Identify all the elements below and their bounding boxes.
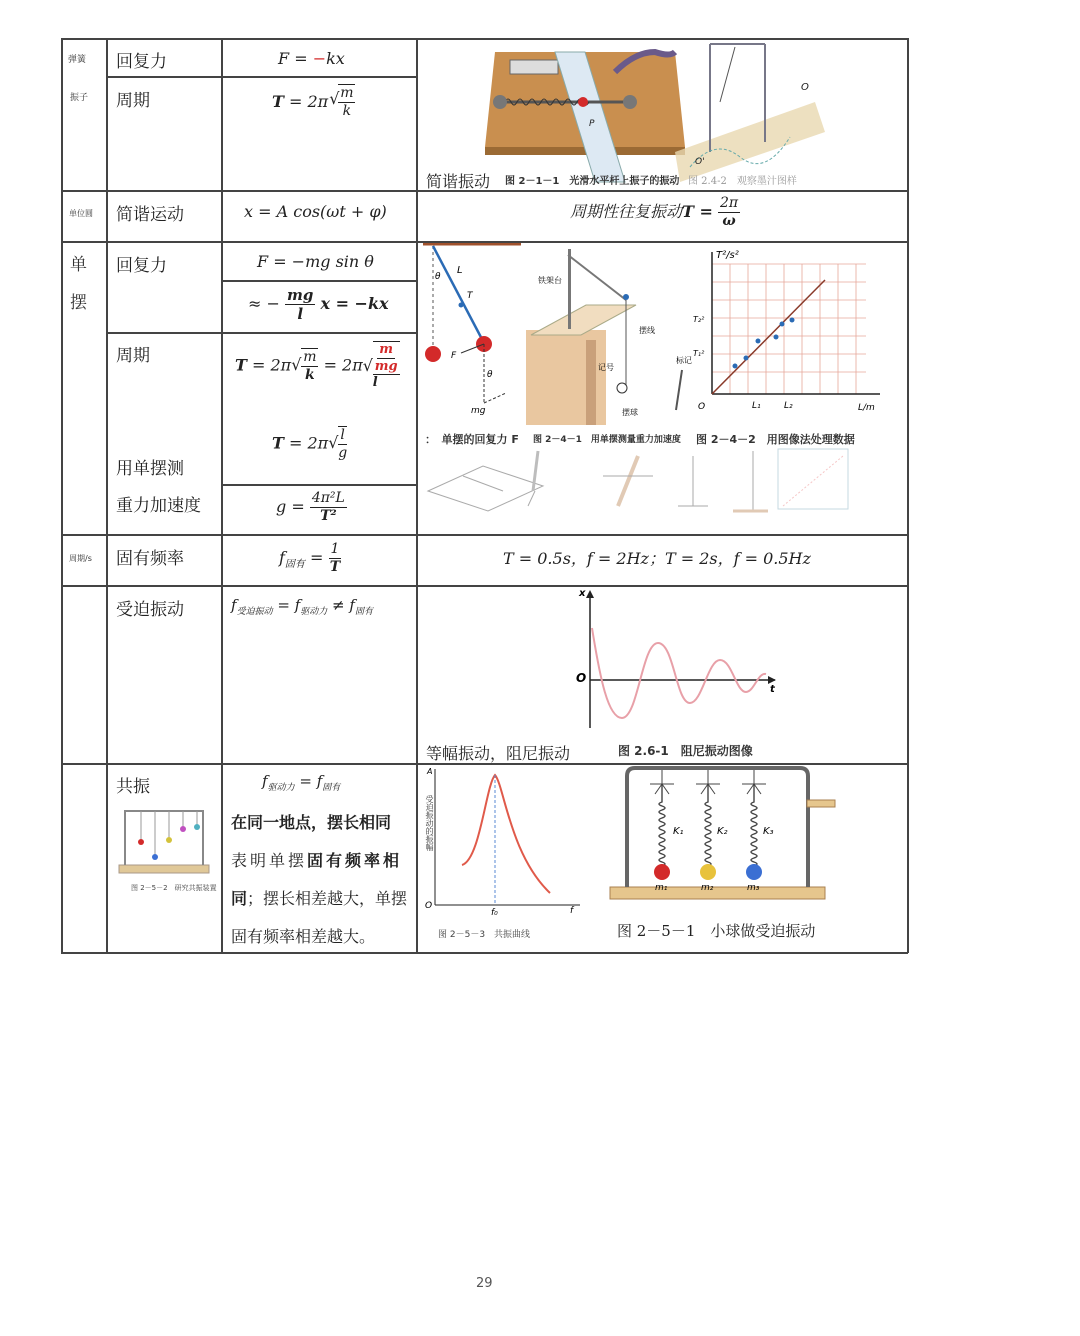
svg-text:m₁: m₁ <box>655 883 668 893</box>
svg-text:T: T <box>467 291 473 301</box>
natural-example: T = 0.5s，f = 2Hz；T = 2s，f = 0.5Hz <box>503 549 811 568</box>
resonance-text-line4: 固有频率相差越大。 <box>231 927 376 946</box>
pendulum-force-figure <box>421 243 526 418</box>
pendulum-fig241-caption: 图 2－4－1 用单摆测量重力加速度 <box>533 435 681 445</box>
spring-category-line1: 弹簧 <box>68 55 87 65</box>
svg-text:K₂: K₂ <box>717 826 728 837</box>
resonance-forced-caption: 图 2－5－1 小球做受迫振动 <box>617 922 816 940</box>
pendulum-force-label: 回复力 <box>116 256 167 276</box>
svg-text:K₃: K₃ <box>763 826 774 837</box>
spring-period-formula: T = 2π √ $\frac{m}{k}$ <box>272 85 354 119</box>
svg-text:L₁: L₁ <box>752 401 761 411</box>
forced-caption-left: 等幅振动，阻尼振动 <box>426 744 571 763</box>
resonance-text-line2: 表明单摆固有频率相 <box>231 851 403 870</box>
pendulum-thumbnails <box>423 446 903 524</box>
svg-text:θ: θ <box>435 272 441 282</box>
pendulum-period-formula-2: T = 2π √ $\frac{l}{g}$ <box>272 427 348 461</box>
pendulum-force-caption: ： 单摆的回复力 F <box>425 433 519 446</box>
natural-category: 周期/s <box>69 554 92 563</box>
resonance-curve-figure <box>420 765 585 925</box>
svg-text:O: O <box>425 901 433 911</box>
svg-text:m₂: m₂ <box>701 883 714 893</box>
pendulum-fig242-caption: 图 2－4－2 用图像法处理数据 <box>696 433 855 446</box>
resonance-curve <box>462 775 550 893</box>
spring-period-label: 周期 <box>116 91 150 111</box>
svg-text:T²/s²: T²/s² <box>716 250 739 261</box>
natural-label: 固有频率 <box>116 549 184 569</box>
svg-text:t: t <box>770 684 775 695</box>
resonance-curve-caption: 图 2－5－3 共振曲线 <box>438 930 531 940</box>
resonance-label: 共振 <box>116 777 150 797</box>
spring-fig2-caption: 图 2.4-2 观察墨汁图样 <box>688 176 797 187</box>
shm-formula: x = A cos(ωt + φ) <box>244 202 387 221</box>
spring-ball <box>578 97 588 107</box>
svg-text:L: L <box>457 265 463 276</box>
spring-category-line2: 振子 <box>70 93 89 103</box>
svg-text:f: f <box>570 906 574 916</box>
resonance-small-caption: 图 2－5－2 研究共振装置 <box>131 884 217 892</box>
pendulum-category-line1: 单 <box>70 255 87 275</box>
pendulum-approx-formula: ≈ − $\frac{mg}{l}$ x = −kx <box>248 286 389 323</box>
resonance-text-line1: 在同一地点，摆长相同 <box>231 813 392 832</box>
shm-label: 简谐运动 <box>116 205 184 225</box>
svg-text:m₃: m₃ <box>747 883 760 893</box>
svg-text:O: O <box>801 82 809 93</box>
shm-note: 周期性往复振动T = $\frac{2\pi}{\omega}$ <box>570 195 739 229</box>
damped-vibration-graph <box>570 588 785 736</box>
pendulum-period-label: 周期 <box>116 346 150 366</box>
pendulum-force-formula: F = −mg sin θ <box>257 252 374 271</box>
svg-text:T₂²: T₂² <box>693 315 705 324</box>
spring-fig1-caption: 图 2－1－1 光滑水平杆上振子的振动 <box>505 176 680 187</box>
spring-force-label: 回复力 <box>116 52 167 72</box>
resonance-formula: $f_{驱动力} = f_{固有}$ <box>262 772 341 793</box>
resonance-text-line3: 同；摆长相差越大，单摆 <box>231 889 408 908</box>
forced-formula: $f_{受迫振动} = f_{驱动力} \ne f_{固有}$ <box>231 596 373 617</box>
resonance-curve-ylabel: 受迫振动的振幅 <box>425 795 434 851</box>
svg-text:mg: mg <box>471 406 486 416</box>
svg-text:K₁: K₁ <box>673 826 684 837</box>
spring-force-formula: F = −kx <box>278 49 345 68</box>
svg-text:f₀: f₀ <box>491 908 498 918</box>
spring-shm-caption: 简谐振动 <box>426 172 491 191</box>
forced-caption-right: 图 2.6-1 阻尼振动图像 <box>618 744 753 758</box>
svg-text:铁架台: 铁架台 <box>538 276 562 285</box>
pendulum-measure-label-line2: 重力加速度 <box>116 496 201 516</box>
page-number: 29 <box>476 1276 493 1291</box>
svg-text:O': O' <box>695 157 705 167</box>
svg-text:L₂: L₂ <box>784 401 793 411</box>
resonance-apparatus-small <box>113 805 215 890</box>
pendulum-g-formula: g = $\frac{\text{4π²L}}{\text{T²}}$ <box>276 490 345 524</box>
pendulum-setup-figure <box>526 245 701 425</box>
damped-curve <box>592 628 766 718</box>
natural-formula: $f_{固有}$ = $\frac{1}{T}$ <box>279 541 341 575</box>
svg-text:摆球: 摆球 <box>622 408 638 417</box>
pendulum-measure-label-line1: 用单摆测 <box>116 459 184 479</box>
pendulum-category-line2: 摆 <box>70 293 87 313</box>
forced-label: 受迫振动 <box>116 600 184 620</box>
svg-text:F: F <box>451 351 457 361</box>
svg-text:T₁²: T₁² <box>693 349 705 358</box>
svg-text:A: A <box>427 767 433 776</box>
shm-category: 单位圆 <box>69 209 93 218</box>
spring-oscillator-figure <box>425 42 825 190</box>
svg-text:P: P <box>589 119 595 129</box>
svg-text:摆线: 摆线 <box>639 326 655 335</box>
three-springs-figure <box>605 764 840 909</box>
svg-text:标记: 标记 <box>676 356 692 365</box>
svg-text:记号: 记号 <box>598 363 614 372</box>
svg-text:θ: θ <box>487 370 493 380</box>
svg-text:x: x <box>579 588 586 599</box>
svg-text:O: O <box>576 671 587 685</box>
svg-text:O: O <box>698 402 706 412</box>
pendulum-period-formula-1: T = 2π √ $\frac{m}{k}$ = 2π √ $\frac{m}{\frac{mg}{l}}$ <box>235 342 398 391</box>
t2-l-graph <box>690 244 890 416</box>
svg-text:L/m: L/m <box>858 403 875 413</box>
